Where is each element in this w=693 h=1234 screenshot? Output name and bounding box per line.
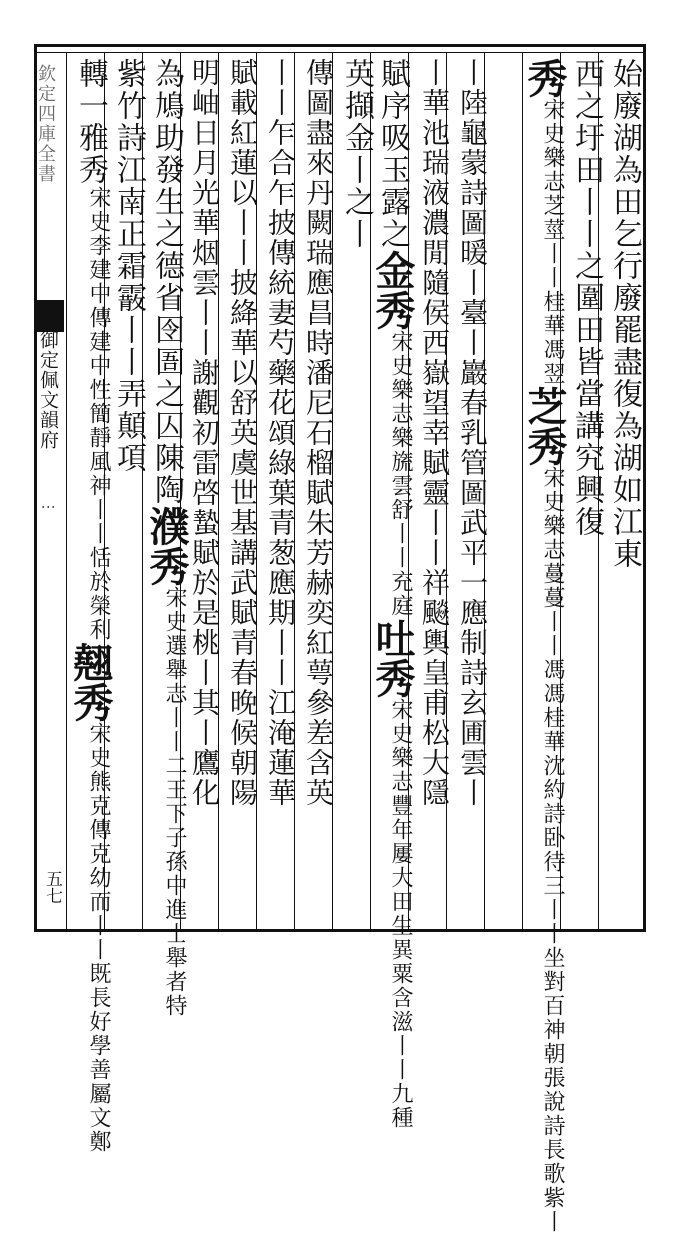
- text-column-10: 賦載紅蓮以丨丨披絳華以舒英虞世基講武賦青春晚候朝陽: [226, 58, 259, 808]
- text-column-8: 傳圖盡來丹闕瑞應昌時潘尼石榴賦朱芳赫奕紅萼參差含英: [302, 58, 335, 808]
- entry-head: 翹秀: [67, 642, 114, 722]
- text-column-9: 丨丨乍合乍披傳統妻芍藥花頌綠葉青葱應期丨丨江淹蓮華: [264, 58, 297, 808]
- page-number: 五七: [42, 870, 62, 904]
- text-column-11: 明岫日月光華烟雲丨丨謝觀初雷啓蟄賦於是桃丨其丨鷹化: [188, 58, 221, 808]
- annotation: 宋史樂志樂旒 雲舒丨丨充庭: [388, 330, 413, 618]
- text-column-1: 始廢湖為田乞行廢罷盡復為湖如江東: [607, 58, 642, 570]
- margin-book-label: 欽定四庫全書: [35, 64, 56, 184]
- annotation: 宋史熊克傳克幼而丨 丨既長好學善屬文鄭: [86, 722, 111, 1154]
- entry-head: 金秀: [369, 250, 416, 330]
- text-column-7: 英擷金丨之丨: [339, 58, 374, 250]
- entry-head: 吐秀: [369, 618, 416, 698]
- annotation: 宋史選舉志丨丨二王 下子孫中進士舉者特: [162, 586, 187, 1018]
- fish-tail-mark: [34, 300, 64, 332]
- text-column-6: 賦序吸玉露之金秀 宋史樂志樂旒 雲舒丨丨充庭 吐秀 宋史樂志豐年屢大田 生異粟含滋丨丨九種: [369, 58, 416, 1130]
- margin-title: 御定佩文韻府: [37, 330, 59, 450]
- entry-head: 濮秀: [143, 506, 190, 586]
- text-column-2: 西之圩田丨丨之圍田皆當講究興復: [569, 58, 604, 538]
- entry-head: 秀: [521, 58, 568, 98]
- column-rule: [66, 52, 67, 932]
- text-column-4: 丨陸龜蒙詩圖暖丨臺丨巖春乳管圖武平一應制詩玄圃雲丨: [456, 58, 489, 808]
- top-rule: [34, 52, 646, 53]
- annotation: 宋史李建中傳建中性簡 靜風神丨丨恬於榮利: [86, 186, 111, 642]
- annotation: 宋史樂志豐年屢大田 生異粟含滋丨丨九種: [388, 698, 413, 1130]
- entry-head: 芝秀: [521, 386, 568, 466]
- annotation: 宋史樂志蔓蔓丨丨馮馮桂華沈約詩卧 待三丨丨坐對百神朝張說詩長歌紫丨: [540, 466, 565, 1234]
- margin-dots: ⋮: [40, 500, 56, 514]
- column-rule: [522, 52, 523, 932]
- text-column-3: [521, 58, 568, 1234]
- annotation: 宋史樂志芝莖 丨丨桂華馮翌: [540, 98, 565, 386]
- text-column-12: 為鳩助發生之德省囹圄之囚陳陶濮秀 宋史選舉志丨丨二王 下子孫中進士舉者特: [143, 58, 190, 1018]
- text-column-14: 轉一雅秀 宋史李建中傳建中性簡 靜風神丨丨恬於榮利 翹秀 宋史熊克傳克幼而丨 丨既長好學善屬文鄭: [67, 58, 114, 1154]
- text-column-5: 丨華池瑞液濃閒隨侯西嶽望幸賦靈丨丨祥飈輿皇甫松大隱: [418, 58, 451, 808]
- text-column-13: 紫竹詩江南正霜霰丨丨弄顛項: [111, 58, 146, 474]
